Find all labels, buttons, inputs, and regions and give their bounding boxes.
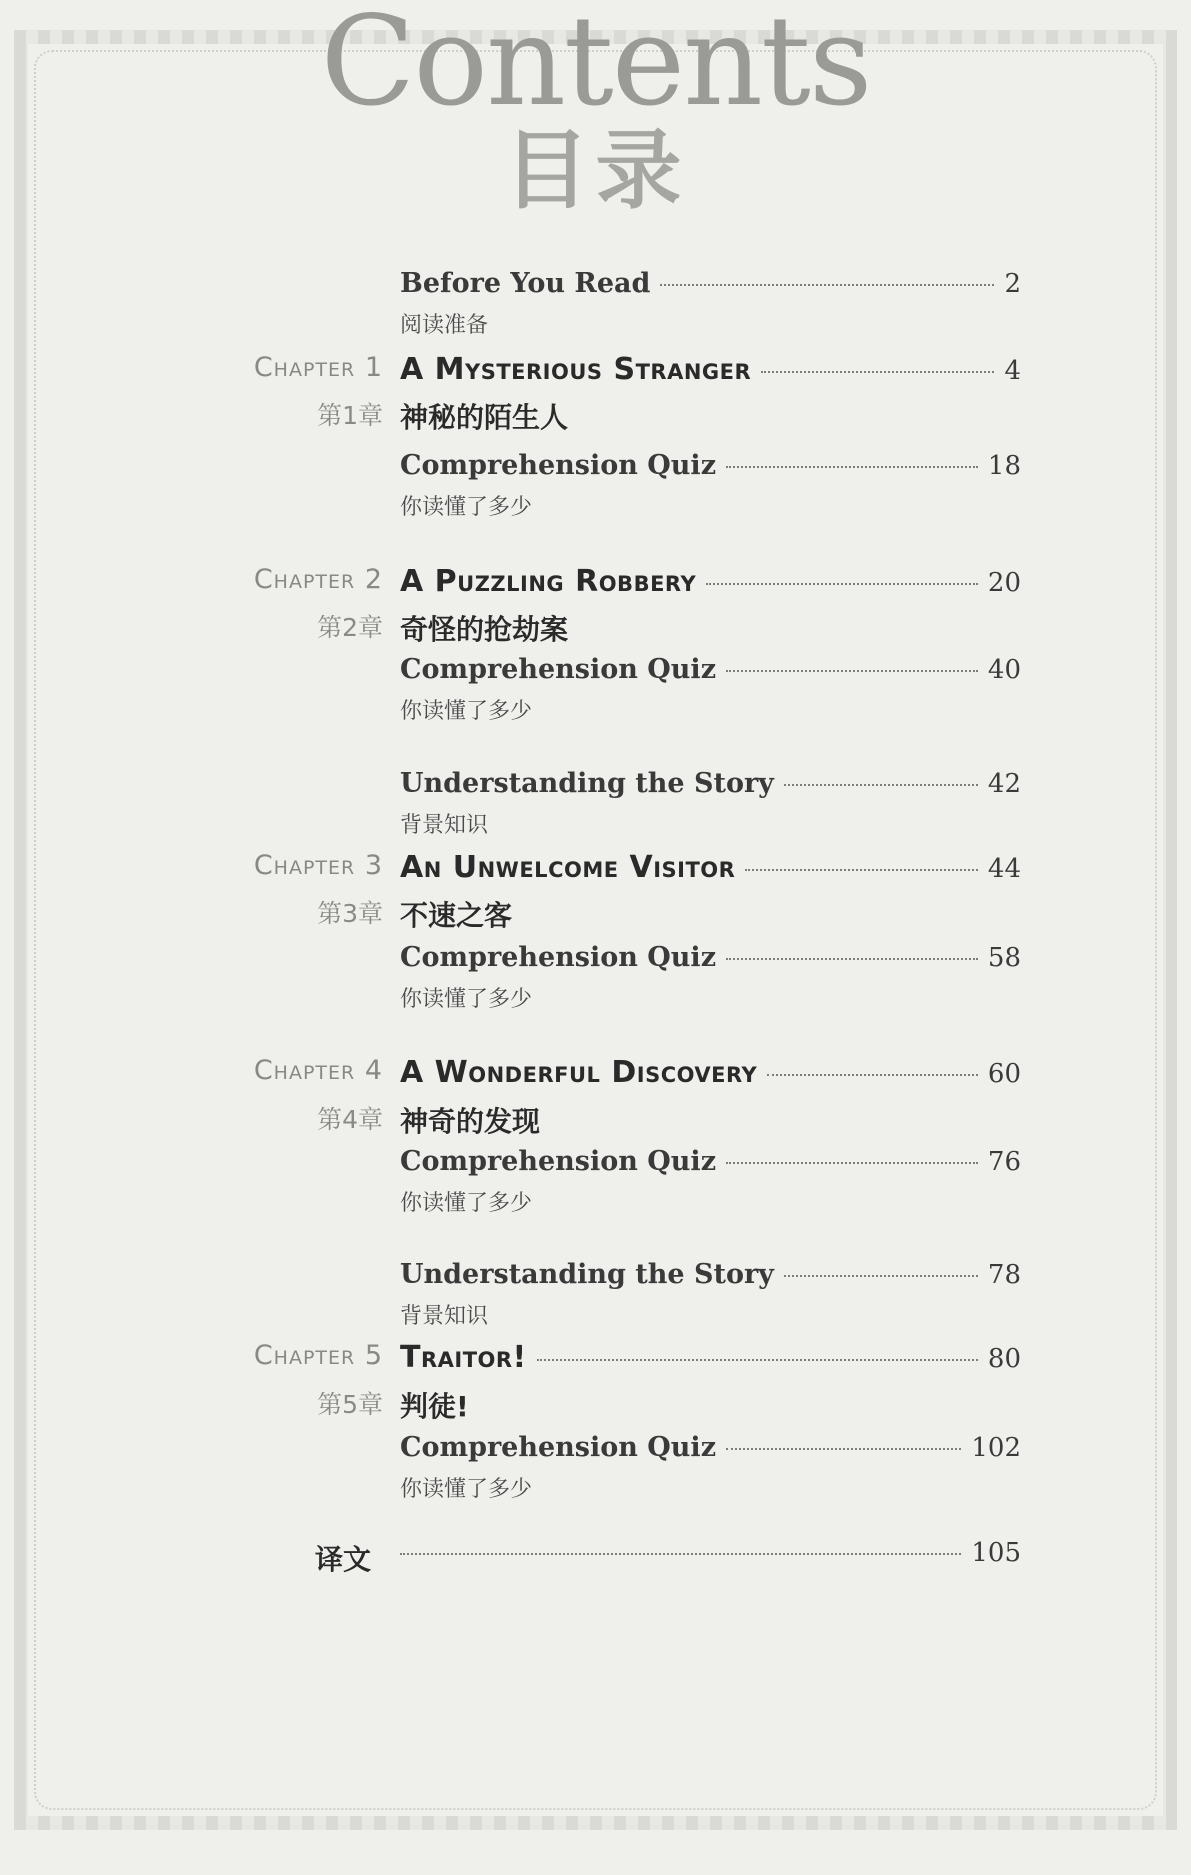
page-number: 44 (987, 854, 1021, 884)
page-number: 58 (987, 943, 1021, 973)
toc-entry-chapter-1[interactable] (0, 352, 1191, 396)
dot-leader (726, 466, 978, 468)
dot-leader (761, 371, 994, 373)
toc-subtitle (0, 982, 1191, 1026)
page-number: 76 (987, 1147, 1021, 1177)
toc-subtitle (0, 808, 1191, 852)
toc-entry-story-2[interactable] (0, 768, 1191, 812)
chapter-label: Chapter 2 (253, 564, 383, 595)
entry-title: Before You Read (400, 268, 651, 299)
chapter-title: A Puzzling Robbery (400, 564, 697, 599)
chapter-label: Chapter 5 (253, 1340, 383, 1371)
toc-entry-quiz-2[interactable] (0, 654, 1191, 698)
translation-label: 译文 (314, 1543, 371, 1576)
dot-leader (745, 869, 978, 871)
page-number: 80 (987, 1344, 1021, 1374)
dot-leader (706, 583, 978, 585)
chapter-title-zh: 奇怪的抢劫案 (400, 613, 569, 646)
chapter-label: Chapter 4 (253, 1055, 383, 1086)
page-number: 105 (971, 1538, 1021, 1568)
entry-title: Comprehension Quiz (400, 654, 717, 685)
toc-entry-quiz-1[interactable] (0, 450, 1191, 494)
chapter-title: A Mysterious Stranger (400, 352, 752, 387)
page-number: 60 (987, 1059, 1021, 1089)
chapter-label-zh: 第4章 (317, 1105, 383, 1134)
toc-chapter-zh (0, 396, 1191, 440)
dot-leader (400, 1553, 961, 1555)
toc-chapter-zh (0, 608, 1191, 652)
toc-entry-story-4[interactable] (0, 1259, 1191, 1303)
toc-entry-quiz-5[interactable] (0, 1432, 1191, 1476)
toc-chapter-zh (0, 894, 1191, 938)
dot-leader (537, 1359, 978, 1361)
chapter-title-zh: 神秘的陌生人 (400, 401, 569, 434)
dot-leader (726, 958, 978, 960)
page-number: 18 (987, 451, 1021, 481)
entry-subtitle-zh: 你读懂了多少 (400, 987, 533, 1012)
toc-entry-chapter-4[interactable] (0, 1055, 1191, 1099)
dot-leader (726, 670, 978, 672)
entry-subtitle-zh: 背景知识 (400, 813, 489, 838)
chapter-title: Traitor! (400, 1340, 527, 1375)
toc-entry-chapter-5[interactable] (0, 1340, 1191, 1384)
page-number: 102 (971, 1433, 1021, 1463)
entry-title: Understanding the Story (400, 768, 774, 799)
entry-subtitle-zh: 你读懂了多少 (400, 495, 533, 520)
page-title: Contents (320, 0, 871, 134)
page-number: 4 (1004, 356, 1021, 386)
toc-subtitle (0, 694, 1191, 738)
chapter-title-zh: 判徒! (400, 1390, 469, 1423)
dot-leader (784, 1275, 978, 1277)
dot-leader (726, 1162, 978, 1164)
chapter-title: A Wonderful Discovery (400, 1055, 758, 1090)
dot-leader (660, 284, 994, 286)
entry-subtitle-zh: 阅读准备 (400, 313, 489, 338)
toc-entry-before-you-read[interactable] (0, 268, 1191, 312)
toc-subtitle (0, 308, 1191, 352)
chapter-label-zh: 第1章 (317, 401, 383, 430)
entry-subtitle-zh: 背景知识 (400, 1304, 489, 1329)
toc-subtitle (0, 1472, 1191, 1516)
entry-subtitle-zh: 你读懂了多少 (400, 699, 533, 724)
chapter-title: An Unwelcome Visitor (400, 850, 736, 885)
toc-entry-translation[interactable] (0, 1538, 1191, 1582)
toc-entry-chapter-3[interactable] (0, 850, 1191, 894)
entry-title: Comprehension Quiz (400, 942, 717, 973)
dot-leader (767, 1074, 978, 1076)
chapter-label-zh: 第3章 (317, 899, 383, 928)
entry-subtitle-zh: 你读懂了多少 (400, 1191, 533, 1216)
page-number: 20 (987, 568, 1021, 598)
page-number: 42 (987, 769, 1021, 799)
page-title-zh: 目录 (503, 121, 688, 221)
entry-title: Comprehension Quiz (400, 1432, 717, 1463)
toc-subtitle (0, 490, 1191, 534)
chapter-label-zh: 第5章 (317, 1390, 383, 1419)
chapter-title-zh: 神奇的发现 (400, 1105, 541, 1138)
toc-entry-quiz-4[interactable] (0, 1146, 1191, 1190)
entry-title: Comprehension Quiz (400, 1146, 717, 1177)
entry-title: Comprehension Quiz (400, 450, 717, 481)
chapter-label: Chapter 3 (253, 850, 383, 881)
chapter-label-zh: 第2章 (317, 613, 383, 642)
toc-subtitle (0, 1186, 1191, 1230)
dot-leader (726, 1448, 961, 1450)
toc-entry-chapter-2[interactable] (0, 564, 1191, 608)
toc-subtitle (0, 1299, 1191, 1343)
dot-leader (784, 784, 978, 786)
toc-entry-quiz-3[interactable] (0, 942, 1191, 986)
entry-subtitle-zh: 你读懂了多少 (400, 1477, 533, 1502)
page-number: 78 (987, 1260, 1021, 1290)
chapter-label: Chapter 1 (253, 352, 383, 383)
page-number: 40 (987, 655, 1021, 685)
chapter-title-zh: 不速之客 (400, 899, 513, 932)
toc-chapter-zh (0, 1385, 1191, 1429)
page-number: 2 (1004, 269, 1021, 299)
toc-chapter-zh (0, 1100, 1191, 1144)
entry-title: Understanding the Story (400, 1259, 774, 1290)
